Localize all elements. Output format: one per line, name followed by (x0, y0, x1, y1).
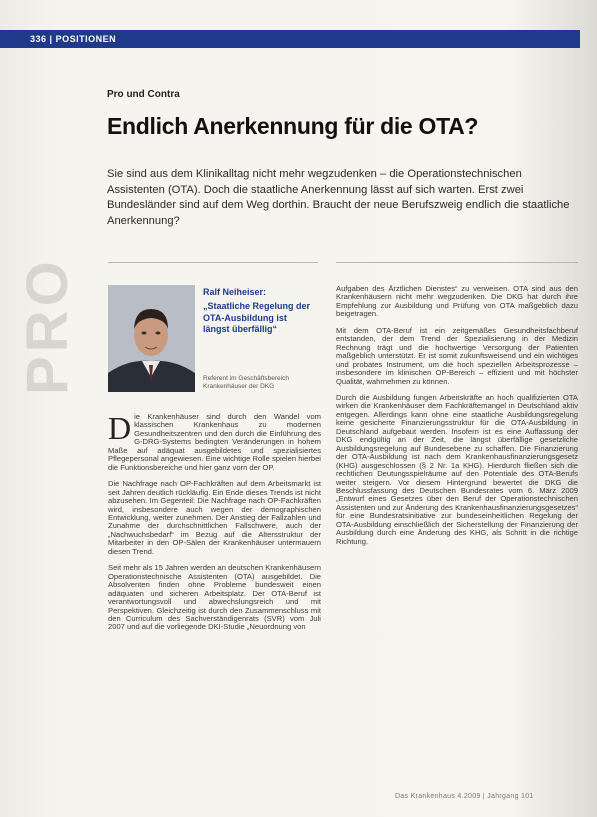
author-name: Ralf Neiheiser: (203, 287, 267, 297)
section-header-bar (0, 30, 580, 48)
body-paragraph: Seit mehr als 15 Jahren werden an deutschen Krankenhäusern Operationstechnische Assistenten (OTA) ausgebildet. Die Absolventen finden ohne Probleme bundesweit einen adäquaten und sicheren Arbeitsplatz. Der OTA-Beruf ist verantwortungsvoll und abwechslungsreich und mit Perspektiven. Gleichzeitig ist durch den Zusammenschluss mit den Curriculum des Sachverständigenrats (SVR) vom Juli 2007 und auf die vorliegende DKI-Studie „Neuordnung von (108, 563, 321, 632)
body-paragraph-text: ie Krankenhäuser sind durch den Wandel vom klassischen Krankenhaus zu modernen Gesundheitszentren und den durch die Einführung des G-DRG-Systems bedingten Veränderungen in hohem Maße auf adäquat ausgebildetes und spezialisiertes Pflegepersonal angewiesen. Eine wichtige Rolle spielen hierbei die Funktionsbereiche und hier ganz vorn der OP. (108, 412, 321, 472)
column-divider-left (108, 262, 318, 263)
kicker: Pro und Contra (107, 89, 180, 100)
headline: Endlich Anerkennung für die OTA? (107, 113, 479, 139)
portrait-image (108, 285, 195, 392)
body-paragraph: Durch die Ausbildung fungen Arbeitskräfte an hoch qualifizierten OTA wirken die Krankenhäuser dem Fachkräftemangel in Deutschland aktiv entgegen. Allerdings kann ohne eine staatliche Ausbildungsregelung keine gesicherte Finanzierungsstruktur für die OTA-Ausbildung in Deutschland aufgebaut werden. Insofern ist es eine Auffassung der DKG endgültig an der Zeit, die längst überfällige gesetzliche Ausbildungsregelung auf Bundesebene zu schaffen. Die Finanzierung der OTA-Ausbildung ist nach dem Krankenhausfinanzierungsgesetz (KHG) ausgeschlossen (§ 2 Nr. 1a KHG). Hierdurch fließen sich die rechtlichen Deutungsspielräume auf den Potentiale des OTA-Berufs weiter steigern. Vor diesem Hintergrund bewertet die DKG die Beschlussfassung des Deutschen Bundesrates vom 6. März 2009 „Entwurf eines Gesetzes über den Beruf der Operationstechnischen Assistenten und zur Änderung des Krankenhausfinanzierungsgesetzes“ für eine Bundesratsinitiative zur bundeseinheitlichen Regelung der OTA-Ausbildung einschließlich der Sicherstellung der Finanzierung der Ausbildung durch eine Änderung des KHG, als Schritt in die richtige Richtung. (336, 392, 578, 546)
section-name: POSITIONEN (55, 34, 117, 44)
body-column-left (108, 410, 321, 640)
page-footer: Das Krankenhaus 4.2009 | Jahrgang 101 (395, 793, 534, 800)
author-quote: „Staatliche Regelung der OTA-Ausbildung ist längst überfällig“ (203, 301, 311, 334)
body-paragraph (108, 410, 321, 472)
header-separator: | (49, 34, 53, 44)
page-number: 336 (30, 34, 47, 44)
column-divider-right (336, 262, 578, 263)
body-paragraph: Die Nachfrage nach OP-Fachkräften auf dem Arbeitsmarkt ist seit Jahren deutlich rückläufig. Ein Ende dieses Trends ist nicht abzusehen. Im Gegenteil: Die Nachfrage nach OP-Fachkräften wird, insbesondere auch wegen der demographischen Entwicklung, weiter zunehmen. Der Anstieg der Fallzahlen und Zunahme der durchschnittlichen Fallschwere, auch der „Nachwuchsbedarf“ im Bezug auf die Altersstruktur der Mitarbeiter in den OP-Sälen der Krankenhäuser untermauern diesen Trend. (108, 479, 321, 556)
side-label-pro: PRO (15, 257, 80, 395)
body-column-right (336, 285, 578, 554)
lead-paragraph: Sie sind aus dem Klinikalltag nicht mehr wegzudenken – die Operationstechnischen Assistenten (OTA). Doch die staatliche Anerkennung lässt auf sich warten. Erst zwei Bundesländer sind auf dem Weg dorthin. Braucht der neue Berufszweig endlich die staatliche Anerkennung? (107, 168, 570, 227)
author-photo (108, 285, 195, 392)
body-paragraph: Mit dem OTA-Beruf ist ein zeitgemäßes Gesundheitsfachberuf entstanden, der dem Trend der Spezialisierung in der Medizin Rechnung trägt und die hochwertige Versorgung der Patienten maßgeblich unterstützt. Er ist somit zukunftsweisend und ein wichtiges und probates Instrument, um die hoch speziellen Arbeitsprozesse – insbesondere im klinischen OP-Bereich – effizient und mit höchster Qualität, wahrnehmen zu können. (336, 325, 578, 386)
dropcap: D (108, 410, 132, 446)
author-role: Referent im Geschäftsbereich Krankenhäuser der DKG (203, 375, 289, 390)
body-paragraph: Aufgaben des Ärztlichen Dienstes“ zu verweisen. OTA sind aus den Krankenhäusern nicht mehr wegzudenken. Die DKG hat durch ihre Empfehlung zur Ausbildung und Prüfung von OTA maßgeblich dazu beigetragen. (336, 284, 578, 319)
